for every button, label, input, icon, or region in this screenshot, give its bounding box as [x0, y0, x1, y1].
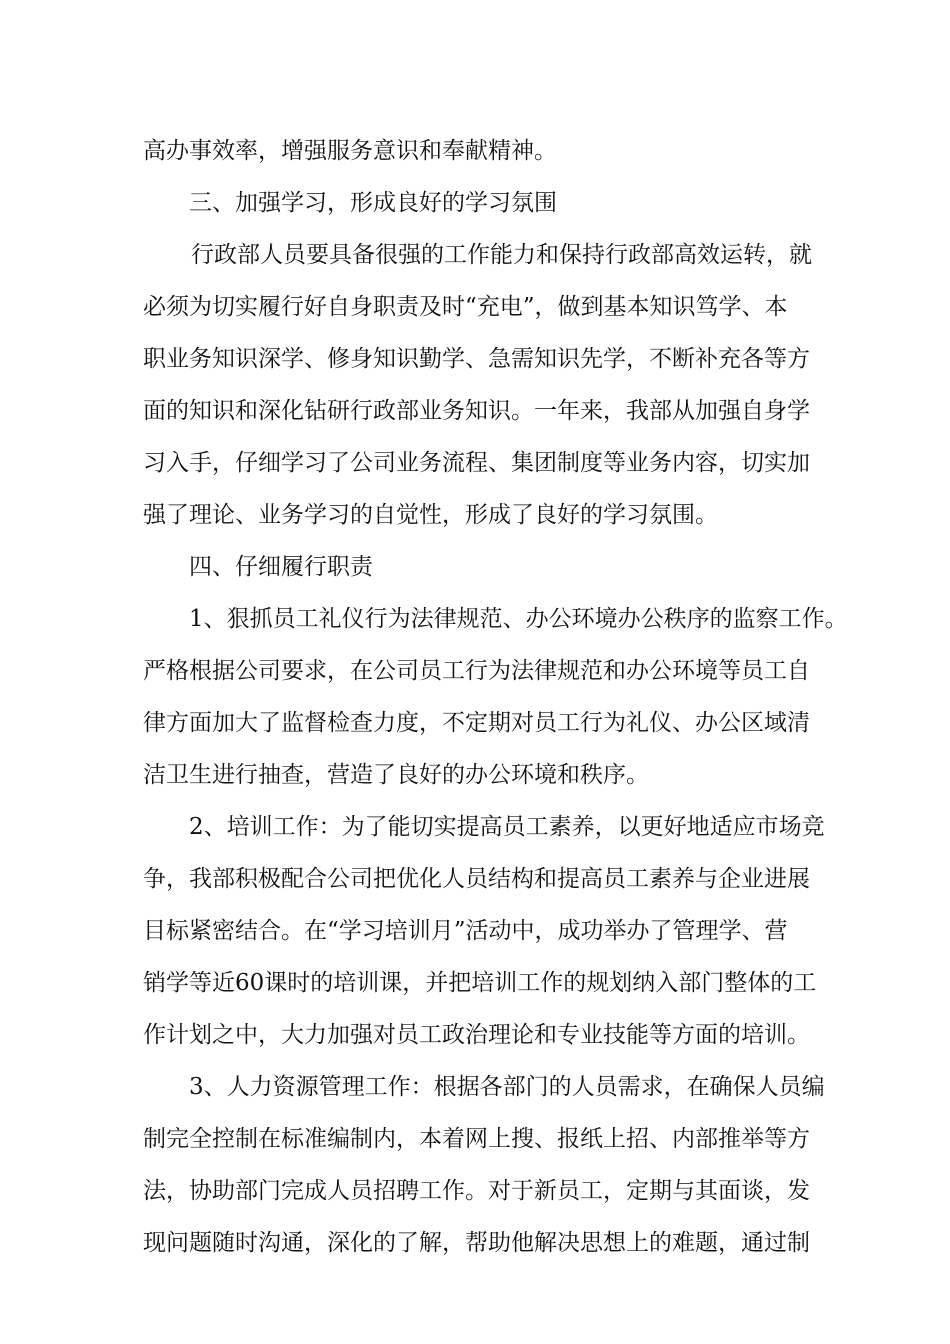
- text-line: 目标紧密结合。在“学习培训月”活动中，成功举办了管理学、营: [143, 918, 788, 944]
- text-line: 必须为切实履行好自身职责及时“充电”，做到基本知识笃学、本: [143, 294, 788, 320]
- text-line: 职业务知识深学、修身知识勤学、急需知识先学，不断补充各等方: [143, 346, 810, 372]
- text-line: 强了理论、业务学习的自觉性，形成了良好的学习氛围。: [143, 502, 718, 528]
- text-line: 高办事效率，增强服务意识和奉献精神。: [143, 138, 557, 164]
- text-line: 现问题随时沟通，深化的了解，帮助他解决思想上的难题，通过制: [143, 1230, 810, 1256]
- document-body: [143, 125, 848, 1269]
- text-line: 洁卫生进行抽查，营造了良好的办公环境和秩序。: [143, 762, 649, 788]
- text-line: 1、狠抓员工礼仪行为法律规范、办公环境办公秩序的监察工作。: [189, 606, 848, 632]
- text-line: 3、人力资源管理工作：根据各部门的人员需求，在确保人员编: [189, 1074, 825, 1100]
- text-line: 行政部人员要具备很强的工作能力和保持行政部高效运转，就: [191, 242, 812, 268]
- text-line: 严格根据公司要求，在公司员工行为法律规范和办公环境等员工自: [143, 658, 810, 684]
- text-line: 2、培训工作：为了能切实提高员工素养，以更好地适应市场竞: [189, 814, 825, 840]
- text-line: 销学等近60课时的培训课，并把培训工作的规划纳入部门整体的工: [143, 970, 817, 996]
- text-line: 习入手，仔细学习了公司业务流程、集团制度等业务内容，切实加: [143, 450, 810, 476]
- text-line: 制完全控制在标准编制内，本着网上搜、报纸上招、内部推举等方: [143, 1126, 810, 1152]
- text-line: 作计划之中，大力加强对员工政治理论和专业技能等方面的培训。: [143, 1022, 810, 1048]
- text-line: 律方面加大了监督检查力度，不定期对员工行为礼仪、办公区域清: [143, 710, 810, 736]
- text-line: 争，我部积极配合公司把优化人员结构和提高员工素养与企业进展: [143, 866, 810, 892]
- text-line: 法，协助部门完成人员招聘工作。对于新员工，定期与其面谈，发: [143, 1178, 810, 1204]
- section-heading-4: 四、仔细履行职责: [189, 554, 373, 580]
- section-heading-3: 三、加强学习，形成良好的学习氛围: [189, 190, 557, 216]
- text-line: 面的知识和深化钻研行政部业务知识。一年来，我部从加强自身学: [143, 398, 810, 424]
